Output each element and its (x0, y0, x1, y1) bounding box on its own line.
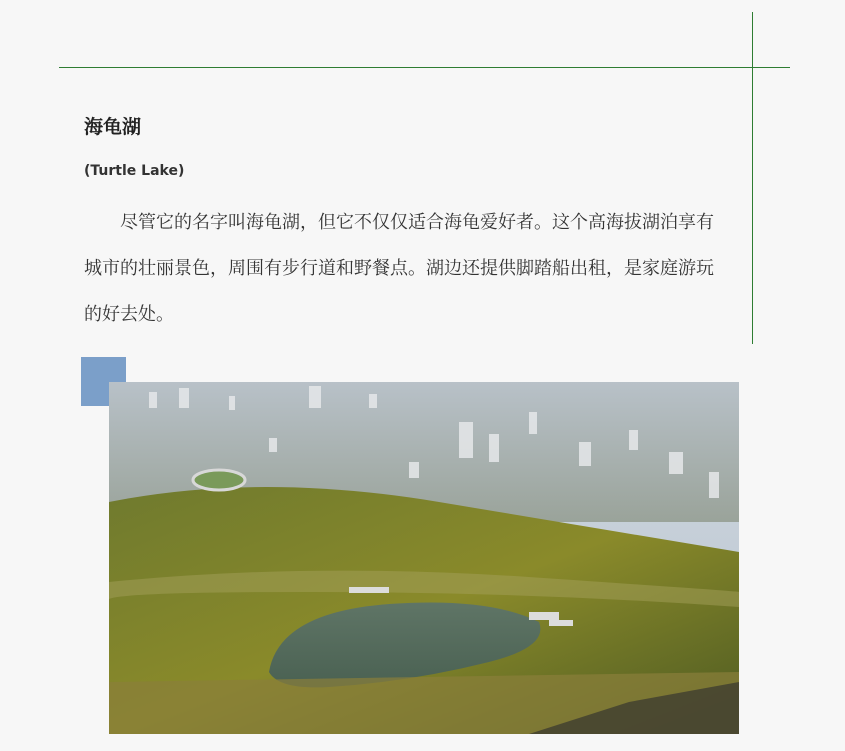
right-divider-line (752, 12, 753, 344)
section-subtitle: (Turtle Lake) (84, 163, 185, 179)
top-divider-line (59, 67, 790, 68)
section-paragraph: 尽管它的名字叫海龟湖，但它不仅仅适合海龟爱好者。这个高海拔湖泊享有城市的壮丽景色，周围有步行道和野餐点。湖边还提供脚踏船出租，是家庭游玩的好去处。 (84, 212, 714, 325)
turtle-lake-photo (109, 382, 739, 734)
section-title: 海龟湖 (84, 116, 142, 138)
aerial-lake-city-photo-icon (109, 382, 739, 734)
